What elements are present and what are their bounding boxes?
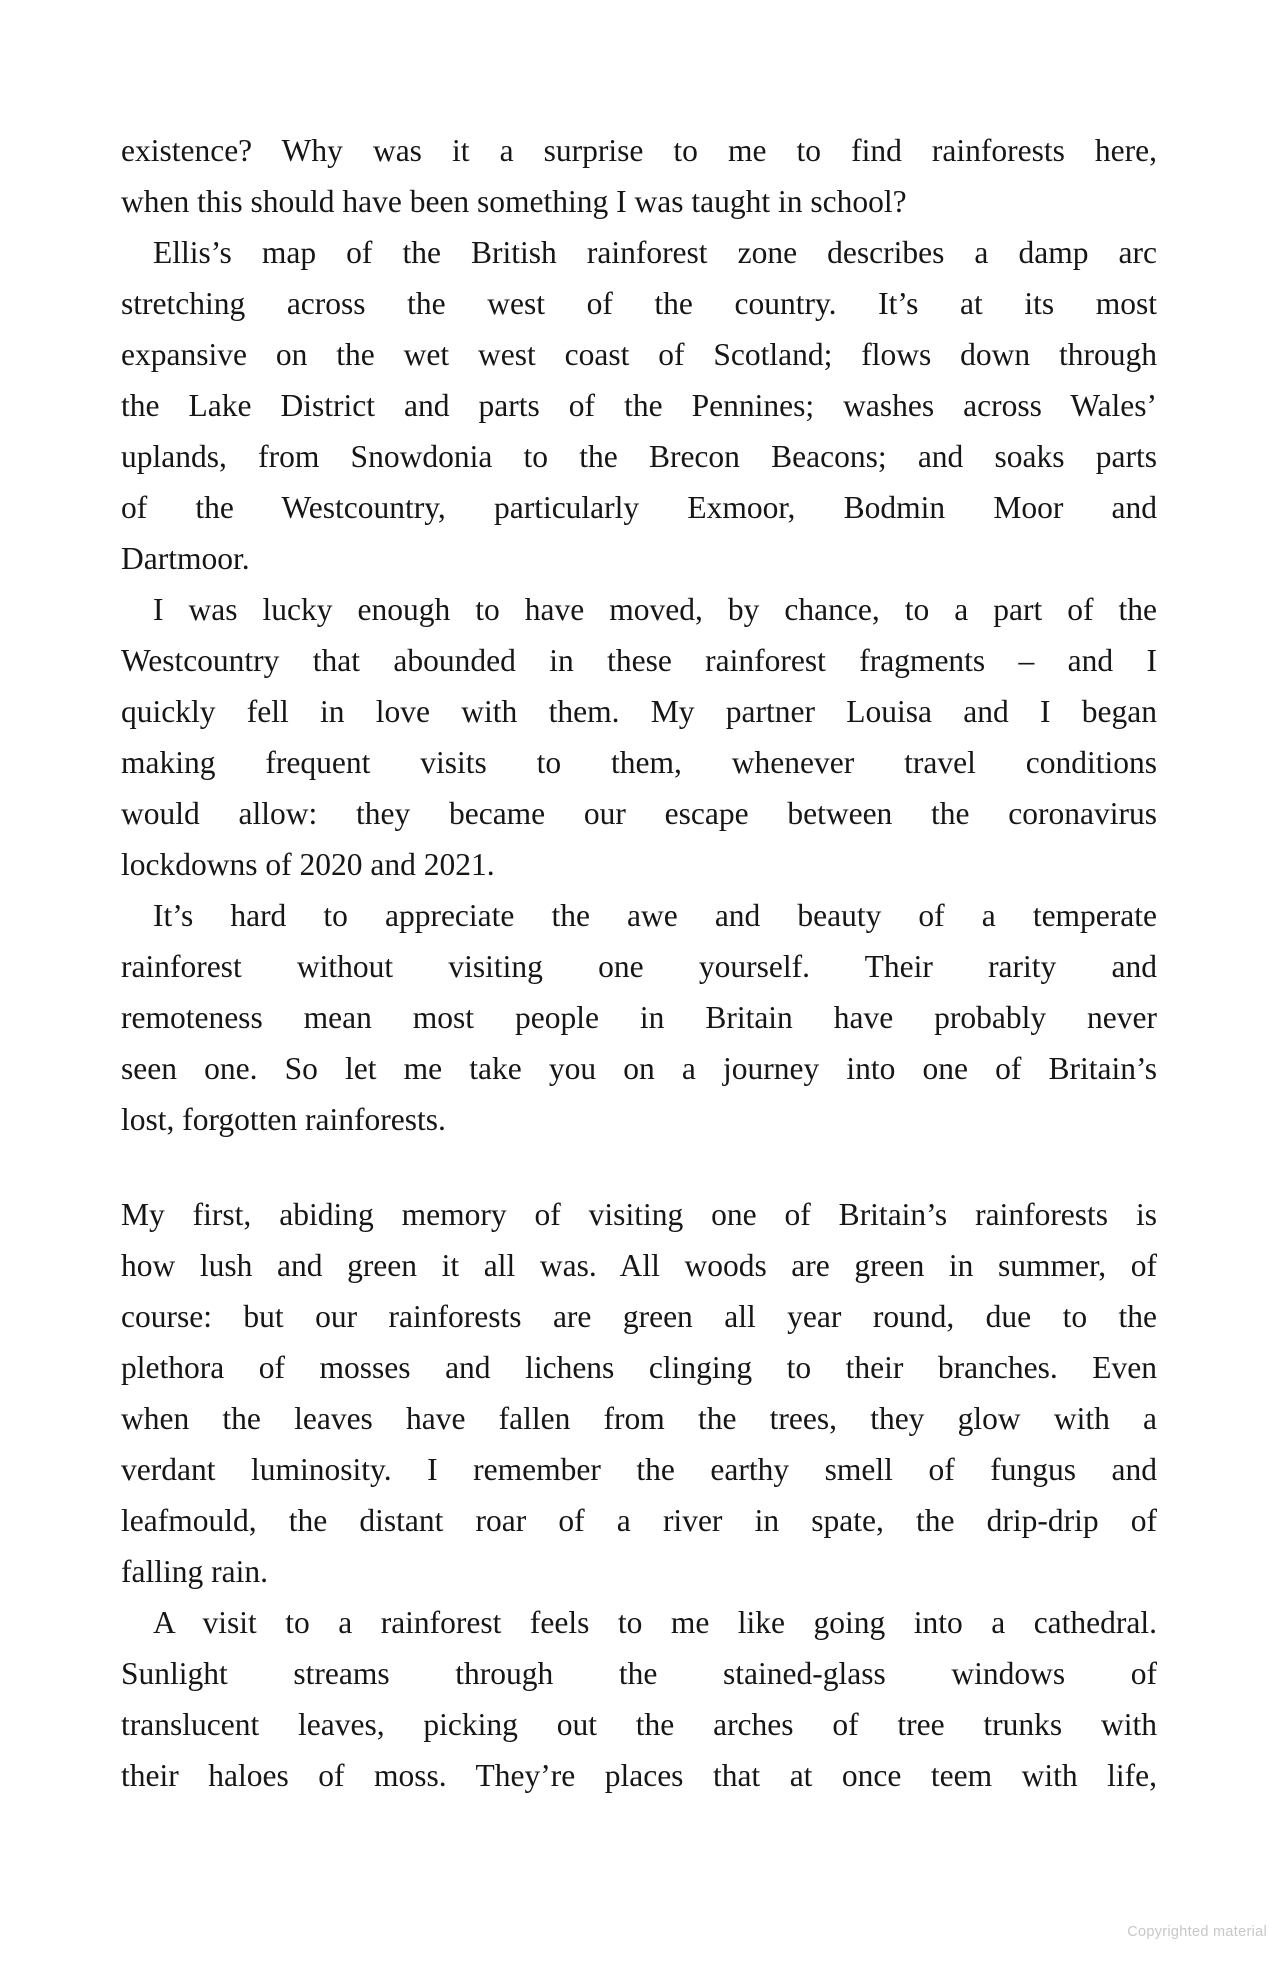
text-line: the Lake District and parts of the Pennines; washes across Wales’	[121, 388, 1157, 423]
text-line: Dartmoor.	[121, 541, 250, 576]
paragraph	[121, 125, 1157, 227]
text-line: when this should have been something I was taught in school?	[121, 184, 907, 219]
text-line: seen one. So let me take you on a journey into one of Britain’s	[121, 1051, 1157, 1086]
text-line: existence? Why was it a surprise to me to find rainforests here,	[121, 133, 1157, 168]
text-line: verdant luminosity. I remember the earthy smell of fungus and	[121, 1452, 1157, 1487]
text-line: remoteness mean most people in Britain have probably never	[121, 1000, 1157, 1035]
text-line: how lush and green it all was. All woods are green in summer, of	[121, 1248, 1157, 1283]
paragraph	[121, 227, 1157, 584]
paragraph	[121, 1597, 1157, 1801]
text-line: when the leaves have fallen from the trees, they glow with a	[121, 1401, 1157, 1436]
text-line: of the Westcountry, particularly Exmoor, Bodmin Moor and	[121, 490, 1157, 525]
text-line: Ellis’s map of the British rainforest zone describes a damp arc	[153, 235, 1157, 270]
text-line: rainforest without visiting one yourself. Their rarity and	[121, 949, 1157, 984]
text-line: translucent leaves, picking out the arches of tree trunks with	[121, 1707, 1157, 1742]
text-line: lost, forgotten rainforests.	[121, 1102, 446, 1137]
text-line: stretching across the west of the country. It’s at its most	[121, 286, 1157, 321]
text-line: would allow: they became our escape between the coronavirus	[121, 796, 1157, 831]
text-line: making frequent visits to them, whenever travel conditions	[121, 745, 1157, 780]
text-line: quickly fell in love with them. My partner Louisa and I began	[121, 694, 1157, 729]
paragraph	[121, 890, 1157, 1145]
text-line: plethora of mosses and lichens clinging to their branches. Even	[121, 1350, 1157, 1385]
text-line: expansive on the wet west coast of Scotland; flows down through	[121, 337, 1157, 372]
text-line: falling rain.	[121, 1554, 268, 1589]
paragraph	[121, 584, 1157, 890]
text-line: their haloes of moss. They’re places that at once teem with life,	[121, 1758, 1157, 1793]
text-line: Sunlight streams through the stained-glass windows of	[121, 1656, 1157, 1691]
text-line: course: but our rainforests are green all year round, due to the	[121, 1299, 1157, 1334]
copyright-watermark: Copyrighted material	[1127, 1924, 1267, 1940]
text-line: Westcountry that abounded in these rainforest fragments – and I	[121, 643, 1157, 678]
text-line: leafmould, the distant roar of a river in spate, the drip-drip of	[121, 1503, 1157, 1538]
page-text	[121, 125, 1157, 1801]
text-line: uplands, from Snowdonia to the Brecon Beacons; and soaks parts	[121, 439, 1157, 474]
text-line: A visit to a rainforest feels to me like going into a cathedral.	[153, 1605, 1157, 1640]
text-line: I was lucky enough to have moved, by chance, to a part of the	[153, 592, 1157, 627]
paragraph	[121, 1189, 1157, 1597]
text-line: It’s hard to appreciate the awe and beauty of a temperate	[153, 898, 1157, 933]
text-line: My first, abiding memory of visiting one of Britain’s rainforests is	[121, 1197, 1157, 1232]
text-line: lockdowns of 2020 and 2021.	[121, 847, 495, 882]
